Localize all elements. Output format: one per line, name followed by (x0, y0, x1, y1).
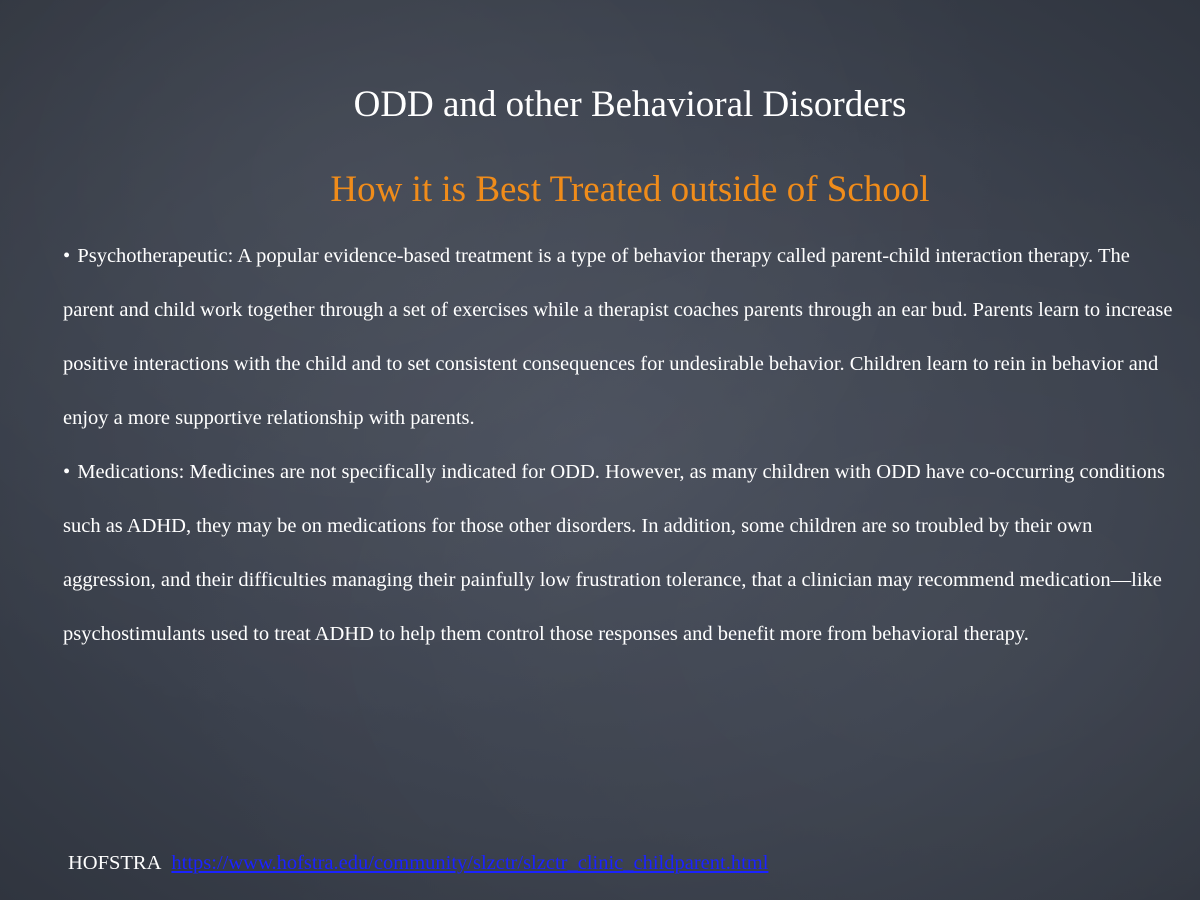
bullet-item-medications (63, 445, 1178, 661)
bullet-icon: • (63, 461, 71, 483)
bullet-list (63, 229, 1178, 661)
bullet-icon: • (63, 245, 71, 267)
bullet-text: Medications: Medicines are not specifically indicated for ODD. However, as many children with ODD have co-occurring conditions such as ADHD, they may be on medications for those other disorders. In addition, some children are so troubled by their own aggression, and their difficulties managing their painfully low frustration tolerance, that a clinician may recommend medication—like psychostimulants used to treat ADHD to help them control those responses and benefit more from behavioral therapy. (63, 461, 1165, 645)
source-label: HOFSTRA (68, 852, 161, 874)
slide-title: ODD and other Behavioral Disorders (353, 84, 907, 125)
bullet-text: Psychotherapeutic: A popular evidence-based treatment is a type of behavior therapy called parent-child interaction therapy. The parent and child work together through a set of exercises while a therapist coaches parents through an ear bud. Parents learn to increase positive interactions with the child and to set consistent consequences for undesirable behavior. Children learn to rein in behavior and enjoy a more supportive relationship with parents. (63, 245, 1173, 429)
slide-subtitle: How it is Best Treated outside of School (330, 169, 930, 210)
bullet-item-psychotherapeutic (63, 229, 1178, 445)
source-link[interactable]: https://www.hofstra.edu/community/slzctr/slzctr_clinic_childparent.html (171, 852, 769, 874)
source-footer (68, 848, 768, 878)
